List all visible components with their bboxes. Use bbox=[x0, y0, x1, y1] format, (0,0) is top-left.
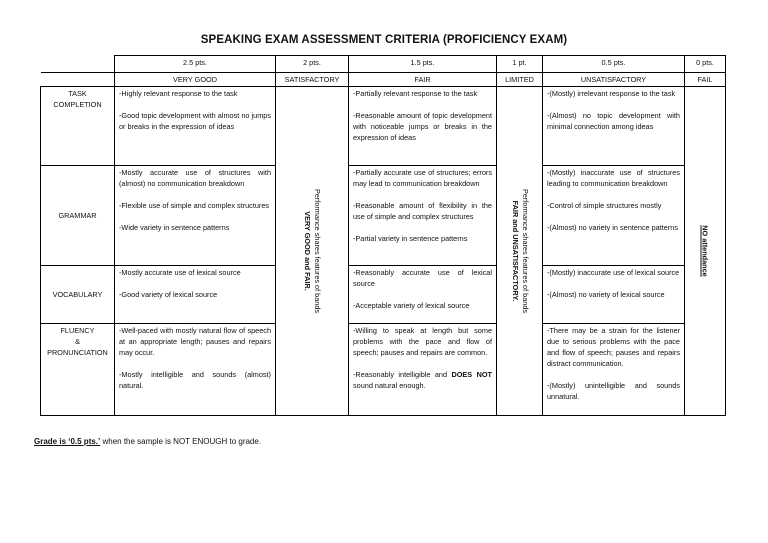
row-vocabulary bbox=[41, 266, 726, 324]
band-limited: LIMITED bbox=[497, 73, 543, 87]
criterion-text: -(Almost) no variety of lexical source bbox=[547, 290, 665, 299]
note-line: Performance shares features of bands bbox=[313, 188, 322, 314]
row-label-line: COMPLETION bbox=[53, 100, 102, 109]
grade-emphasis: Grade is ‘0.5 pts.’ bbox=[34, 437, 101, 446]
cell-fair-vocabulary bbox=[349, 266, 497, 324]
criterion-text: -Mostly accurate use of lexical source bbox=[119, 268, 241, 277]
cell-unsatisfactory-fluency bbox=[543, 324, 685, 416]
row-fluency bbox=[41, 324, 726, 416]
points-very-good: 2.5 pts. bbox=[115, 56, 276, 73]
band-satisfactory: SATISFACTORY bbox=[276, 73, 349, 87]
page-title: SPEAKING EXAM ASSESSMENT CRITERIA (PROFICIENCY EXAM) bbox=[200, 34, 568, 46]
criterion-text: -Reasonable amount of flexibility in the use of simple and complex structures bbox=[353, 201, 492, 221]
corner-cell bbox=[41, 56, 115, 73]
criterion-text: -Well-paced with mostly natural flow of speech at an appropriate length; pauses and repairs may occur. bbox=[119, 326, 271, 357]
row-label-line: PRONUNCIATION bbox=[47, 348, 108, 357]
cell-very-good-task bbox=[115, 87, 276, 166]
row-task-completion bbox=[41, 87, 726, 166]
satisfactory-note bbox=[302, 189, 322, 313]
row-label-task-completion bbox=[41, 87, 115, 166]
criterion-text: -Highly relevant response to the task bbox=[119, 89, 238, 98]
cell-very-good-vocabulary bbox=[115, 266, 276, 324]
row-label-line: VOCABULARY bbox=[52, 290, 103, 299]
emphasis-text: DOES NOT bbox=[451, 370, 492, 379]
criterion-text: -Mostly intelligible and sounds (almost) natural. bbox=[119, 370, 271, 390]
band-very-good: VERY GOOD bbox=[115, 73, 276, 87]
row-label-line: TASK bbox=[68, 89, 87, 98]
footnote-text: when the sample is NOT ENOUGH to grade. bbox=[100, 437, 262, 446]
fail-note: NO attendance bbox=[700, 225, 710, 277]
note-line: FAIR and UNSATISFACTORY. bbox=[510, 200, 520, 302]
limited-note bbox=[510, 189, 530, 313]
criterion-text: -Mostly accurate use of structures with (almost) no communication breakdown bbox=[119, 168, 271, 188]
cell-unsatisfactory-task bbox=[543, 87, 685, 166]
criterion-text: -Partially relevant response to the task bbox=[353, 89, 478, 98]
criteria-table bbox=[40, 55, 726, 416]
cell-unsatisfactory-vocabulary bbox=[543, 266, 685, 324]
criterion-text: -Control of simple structures mostly bbox=[547, 201, 662, 210]
criterion-text: -Reasonable amount of topic development with noticeable jumps or breaks in the expression of ideas bbox=[353, 111, 492, 142]
cell-fair-task bbox=[349, 87, 497, 166]
fail-note-cell bbox=[685, 87, 726, 416]
row-label-line: GRAMMAR bbox=[58, 211, 97, 220]
criterion-text: -Partially accurate use of structures; errors may lead to communication breakdown bbox=[353, 168, 492, 188]
points-unsatisfactory: 0.5 pts. bbox=[543, 56, 685, 73]
band-fair: FAIR bbox=[349, 73, 497, 87]
row-label-line: FLUENCY bbox=[60, 326, 95, 335]
criterion-text: -There may be a strain for the listener due to serious problems with the pace and flow of speech; pauses and repairs distract communication. bbox=[547, 326, 680, 368]
criterion-text: -(Mostly) irrelevant response to the task bbox=[547, 89, 676, 98]
row-label-fluency bbox=[41, 324, 115, 416]
cell-fair-grammar bbox=[349, 166, 497, 266]
criterion-text: -(Mostly) unintelligible and sounds unnatural. bbox=[547, 381, 680, 401]
criterion-text: -(Mostly) inaccurate use of structures leading to communication breakdown bbox=[547, 168, 680, 188]
points-limited: 1 pt. bbox=[497, 56, 543, 73]
row-label-vocabulary bbox=[41, 266, 115, 324]
row-label-grammar bbox=[41, 166, 115, 266]
points-row bbox=[41, 56, 726, 73]
criterion-text: -Acceptable variety of lexical source bbox=[353, 301, 470, 310]
bands-row bbox=[41, 73, 726, 87]
criterion-text: -Good topic development with almost no jumps or breaks in the expression of ideas bbox=[119, 111, 271, 131]
criterion-text: -(Almost) no variety in sentence patterns bbox=[547, 223, 678, 232]
row-label-line: & bbox=[75, 337, 80, 346]
text-run: -Reasonably intelligible and bbox=[353, 370, 448, 379]
criterion-text: -(Mostly) inaccurate use of lexical source bbox=[547, 268, 680, 277]
text-run: sound natural enough. bbox=[353, 381, 426, 390]
corner-cell-2 bbox=[41, 73, 115, 87]
cell-very-good-grammar bbox=[115, 166, 276, 266]
points-satisfactory: 2 pts. bbox=[276, 56, 349, 73]
points-fail: 0 pts. bbox=[685, 56, 726, 73]
criterion-text: -Partial variety in sentence patterns bbox=[353, 234, 468, 243]
criterion-text: -(Almost) no topic development with minimal connection among ideas bbox=[547, 111, 680, 131]
criterion-text: -Willing to speak at length but some problems with the pace and flow of speech; pauses and repairs are common. bbox=[353, 326, 492, 357]
points-fair: 1.5 pts. bbox=[349, 56, 497, 73]
criterion-text: -Wide variety in sentence patterns bbox=[119, 223, 230, 232]
grade-footnote bbox=[34, 437, 261, 446]
note-line: VERY GOOD and FAIR. bbox=[303, 211, 312, 291]
row-grammar bbox=[41, 166, 726, 266]
criterion-text: -Good variety of lexical source bbox=[119, 290, 218, 299]
criterion-text: -Flexible use of simple and complex structures bbox=[119, 201, 270, 210]
band-fail: FAIL bbox=[685, 73, 726, 87]
criterion-text: -Reasonably accurate use of lexical source bbox=[353, 268, 492, 288]
note-line: Performance shares features of bands bbox=[520, 188, 530, 314]
band-unsatisfactory: UNSATISFACTORY bbox=[543, 73, 685, 87]
criterion-text bbox=[353, 369, 492, 391]
satisfactory-note-cell bbox=[276, 87, 349, 416]
cell-very-good-fluency bbox=[115, 324, 276, 416]
limited-note-cell bbox=[497, 87, 543, 416]
cell-fair-fluency bbox=[349, 324, 497, 416]
cell-unsatisfactory-grammar bbox=[543, 166, 685, 266]
